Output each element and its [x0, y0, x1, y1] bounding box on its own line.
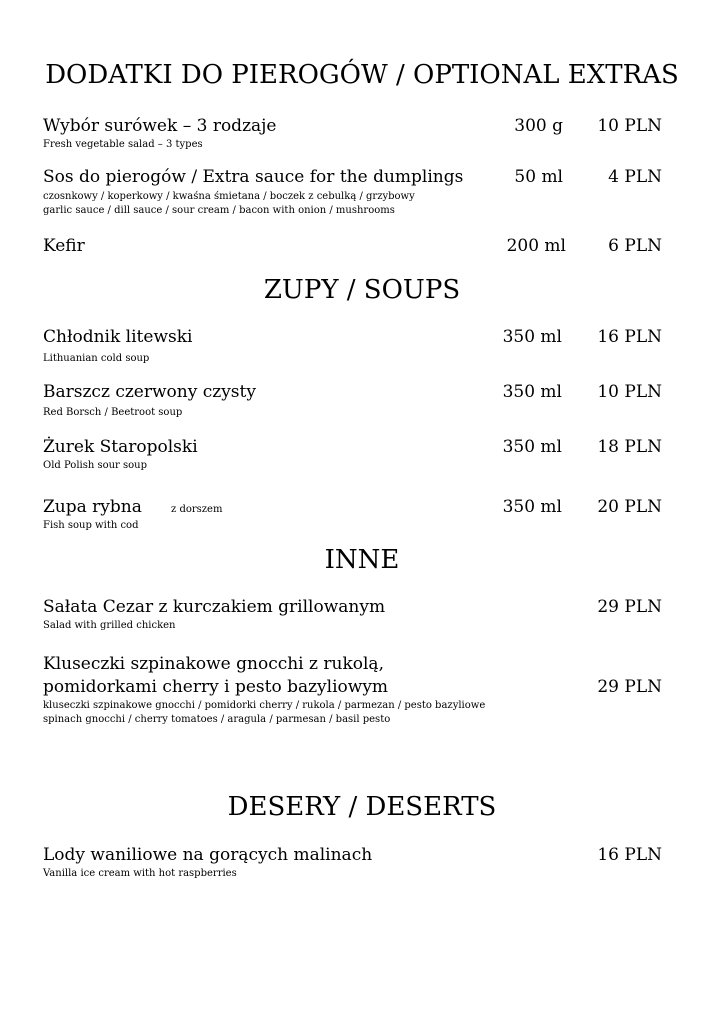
- item-quantity: 200 ml: [506, 236, 566, 256]
- section-heading-extras: DODATKI DO PIEROGÓW / OPTIONAL EXTRAS: [45, 60, 679, 90]
- item-price: 29 PLN: [597, 597, 662, 617]
- item-description: spinach gnocchi / cherry tomatoes / aragula / parmesan / basil pesto: [43, 714, 391, 725]
- item-name: Kefir: [43, 236, 85, 256]
- item-name: Żurek Staropolski: [43, 437, 198, 457]
- item-description: Vanilla ice cream with hot raspberries: [43, 868, 237, 879]
- item-price: 20 PLN: [597, 497, 662, 517]
- item-price: 18 PLN: [597, 437, 662, 457]
- section-heading-desserts: DESERY / DESERTS: [227, 792, 497, 822]
- item-name: Sos do pierogów / Extra sauce for the dumplings: [43, 167, 464, 187]
- item-description: kluseczki szpinakowe gnocchi / pomidorki cherry / rukola / parmezan / pesto bazyliowe: [43, 700, 486, 711]
- item-name: Chłodnik litewski: [43, 327, 193, 347]
- item-quantity: 350 ml: [502, 327, 562, 347]
- item-note: z dorszem: [171, 504, 223, 515]
- item-name: Barszcz czerwony czysty: [43, 382, 256, 402]
- item-name: Kluseczki szpinakowe gnocchi z rukolą,: [43, 654, 384, 674]
- section-heading-other: INNE: [324, 545, 400, 575]
- item-price: 6 PLN: [608, 236, 662, 256]
- item-price: 10 PLN: [597, 116, 662, 136]
- item-name: Wybór surówek – 3 rodzaje: [43, 116, 277, 136]
- item-price: 10 PLN: [597, 382, 662, 402]
- item-price: 29 PLN: [597, 677, 662, 697]
- item-quantity: 350 ml: [502, 437, 562, 457]
- item-description: Fresh vegetable salad – 3 types: [43, 139, 203, 150]
- item-quantity: 350 ml: [502, 497, 562, 517]
- item-description: Red Borsch / Beetroot soup: [43, 407, 183, 418]
- item-description: Salad with grilled chicken: [43, 620, 176, 631]
- item-price: 4 PLN: [608, 167, 662, 187]
- item-quantity: 300 g: [514, 116, 563, 136]
- item-price: 16 PLN: [597, 327, 662, 347]
- item-description: Fish soup with cod: [43, 520, 139, 531]
- item-name: Zupa rybna: [43, 497, 142, 517]
- item-quantity: 350 ml: [502, 382, 562, 402]
- item-price: 16 PLN: [597, 845, 662, 865]
- item-description: garlic sauce / dill sauce / sour cream / bacon with onion / mushrooms: [43, 205, 395, 216]
- item-name: Sałata Cezar z kurczakiem grillowanym: [43, 597, 386, 617]
- item-description: czosnkowy / koperkowy / kwaśna śmietana / boczek z cebulką / grzybowy: [43, 191, 415, 202]
- item-name: Lody waniliowe na gorących malinach: [43, 845, 373, 865]
- section-heading-soups: ZUPY / SOUPS: [263, 275, 461, 305]
- item-name: pomidorkami cherry i pesto bazyliowym: [43, 677, 389, 697]
- item-description: Lithuanian cold soup: [43, 353, 150, 364]
- item-description: Old Polish sour soup: [43, 460, 148, 471]
- item-quantity: 50 ml: [514, 167, 563, 187]
